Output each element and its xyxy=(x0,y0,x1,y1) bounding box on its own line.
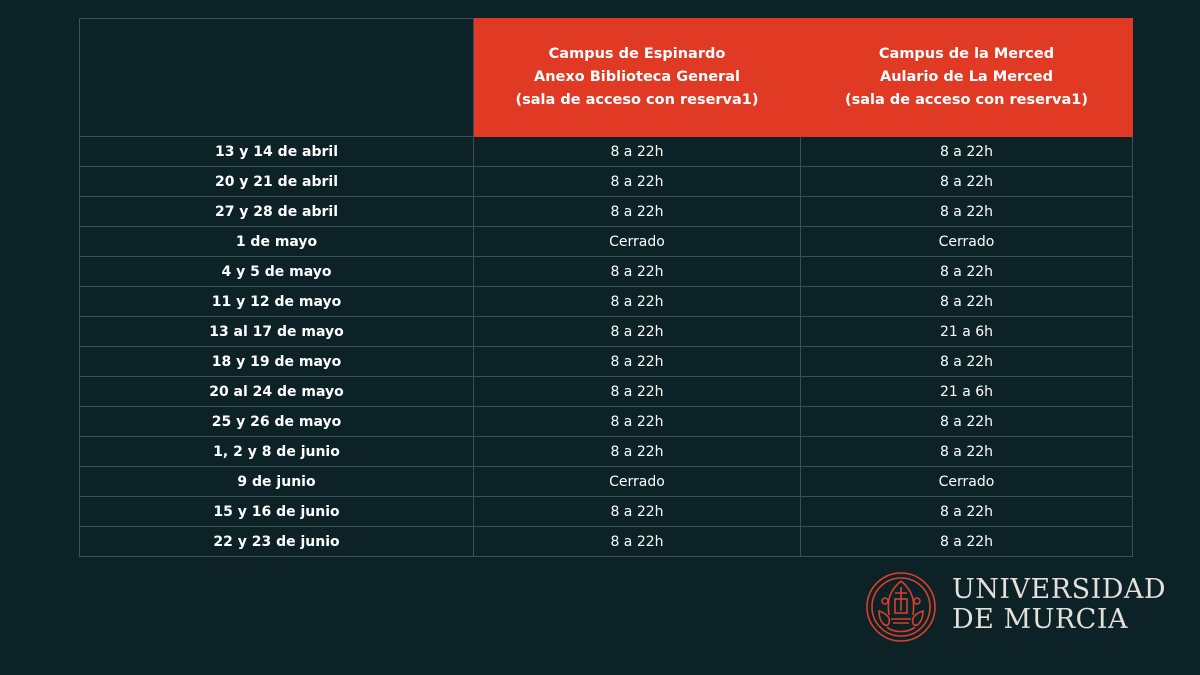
table-row xyxy=(80,137,1133,167)
header-merced-building: Aulario de La Merced xyxy=(880,69,1053,85)
date-cell: 11 y 12 de mayo xyxy=(80,287,474,317)
espinardo-hours-cell: Cerrado xyxy=(474,227,801,257)
espinardo-hours-cell: 8 a 22h xyxy=(474,497,801,527)
header-espinardo-note: (sala de acceso con reserva1) xyxy=(515,92,759,108)
logo-line-1: UNIVERSIDAD xyxy=(952,574,1167,605)
table-row xyxy=(80,227,1133,257)
header-espinardo-campus: Campus de Espinardo xyxy=(548,46,726,62)
espinardo-hours-cell: 8 a 22h xyxy=(474,257,801,287)
table-row xyxy=(80,467,1133,497)
table-row xyxy=(80,377,1133,407)
merced-hours-cell: 8 a 22h xyxy=(801,497,1133,527)
table-row xyxy=(80,167,1133,197)
espinardo-hours-cell: 8 a 22h xyxy=(474,317,801,347)
merced-hours-cell: 21 a 6h xyxy=(801,317,1133,347)
espinardo-hours-cell: 8 a 22h xyxy=(474,377,801,407)
merced-hours-cell: 8 a 22h xyxy=(801,197,1133,227)
header-blank-cell xyxy=(80,19,474,137)
merced-hours-cell: Cerrado xyxy=(801,467,1133,497)
header-espinardo-building: Anexo Biblioteca General xyxy=(533,69,741,85)
merced-hours-cell: 8 a 22h xyxy=(801,137,1133,167)
date-cell: 20 y 21 de abril xyxy=(80,167,474,197)
merced-hours-cell: 8 a 22h xyxy=(801,287,1133,317)
espinardo-hours-cell: 8 a 22h xyxy=(474,437,801,467)
date-cell: 20 al 24 de mayo xyxy=(80,377,474,407)
table-row xyxy=(80,287,1133,317)
merced-hours-cell: 8 a 22h xyxy=(801,257,1133,287)
header-row xyxy=(80,19,1133,137)
merced-hours-cell: 8 a 22h xyxy=(801,437,1133,467)
table-row xyxy=(80,317,1133,347)
table-row xyxy=(80,257,1133,287)
table-row xyxy=(80,527,1133,557)
date-cell: 22 y 23 de junio xyxy=(80,527,474,557)
espinardo-hours-cell: 8 a 22h xyxy=(474,287,801,317)
table-row xyxy=(80,497,1133,527)
schedule-table xyxy=(79,18,1133,557)
date-cell: 18 y 19 de mayo xyxy=(80,347,474,377)
table-row xyxy=(80,347,1133,377)
espinardo-hours-cell: 8 a 22h xyxy=(474,137,801,167)
date-cell: 4 y 5 de mayo xyxy=(80,257,474,287)
university-seal-icon xyxy=(865,571,937,643)
table-row xyxy=(80,407,1133,437)
espinardo-hours-cell: 8 a 22h xyxy=(474,197,801,227)
merced-hours-cell: Cerrado xyxy=(801,227,1133,257)
espinardo-hours-cell: 8 a 22h xyxy=(474,407,801,437)
merced-hours-cell: 8 a 22h xyxy=(801,407,1133,437)
date-cell: 15 y 16 de junio xyxy=(80,497,474,527)
merced-hours-cell: 8 a 22h xyxy=(801,527,1133,557)
merced-hours-cell: 8 a 22h xyxy=(801,347,1133,377)
espinardo-hours-cell: 8 a 22h xyxy=(474,167,801,197)
header-espinardo xyxy=(474,19,801,137)
date-cell: 25 y 26 de mayo xyxy=(80,407,474,437)
header-merced-campus: Campus de la Merced xyxy=(878,46,1055,62)
date-cell: 1 de mayo xyxy=(80,227,474,257)
merced-hours-cell: 21 a 6h xyxy=(801,377,1133,407)
table-row xyxy=(80,197,1133,227)
logo-line-2: DE MURCIA xyxy=(952,604,1128,635)
date-cell: 13 y 14 de abril xyxy=(80,137,474,167)
header-merced-note: (sala de acceso con reserva1) xyxy=(844,92,1089,108)
university-logo xyxy=(865,571,1167,643)
date-cell: 13 al 17 de mayo xyxy=(80,317,474,347)
espinardo-hours-cell: 8 a 22h xyxy=(474,527,801,557)
header-merced xyxy=(801,19,1133,137)
espinardo-hours-cell: Cerrado xyxy=(474,467,801,497)
espinardo-hours-cell: 8 a 22h xyxy=(474,347,801,377)
date-cell: 9 de junio xyxy=(80,467,474,497)
merced-hours-cell: 8 a 22h xyxy=(801,167,1133,197)
date-cell: 27 y 28 de abril xyxy=(80,197,474,227)
table-row xyxy=(80,437,1133,467)
date-cell: 1, 2 y 8 de junio xyxy=(80,437,474,467)
